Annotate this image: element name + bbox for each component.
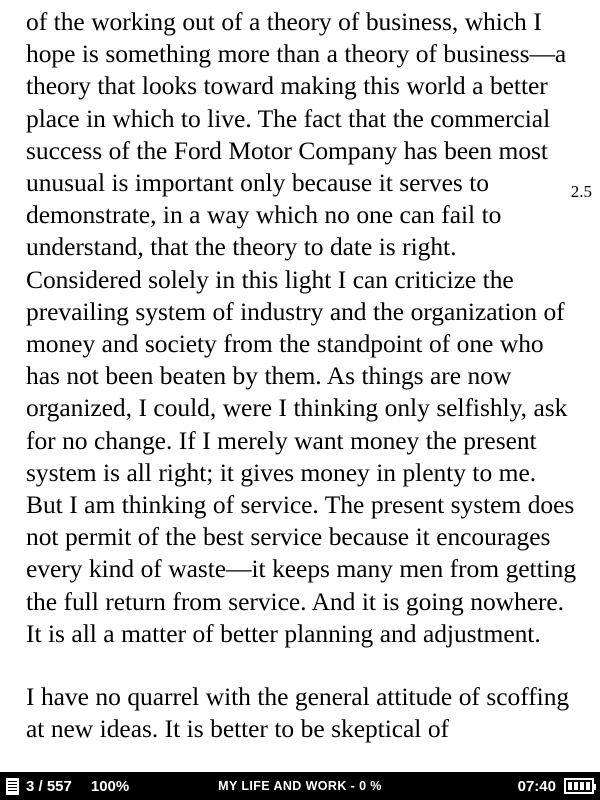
document-icon: [6, 778, 19, 795]
status-bar: [0, 772, 600, 800]
clock: 07:40: [517, 777, 556, 795]
status-right-group: [518, 778, 596, 795]
status-left-group: [4, 778, 129, 795]
battery-icon: [564, 778, 594, 794]
paragraph: of the working out of a theory of business, which I hope is something more than a theory of business—a theory that looks toward making this world a better place in which to live. The fact that the commercial success of the Ford Motor Company has been most unusual is important only because it serves to demonstrate, in a way which no one can fail to understand, that the theory to date is right. Considered solely in this light I can criticize the prevailing system of industry and the organization of money and society from the standpoint of one who has not been beaten by them. As things are now organized, I could, were I thinking only selfishly, ask for no change. If I merely want money the present system is all right; it gives money in plenty to me. But I am thinking of service. The present system does not permit of the best service because it encourages every kind of waste—it keeps many men from getting the full return from service. And it is going nowhere. It is all a matter of better planning and adjustment.: [26, 7, 577, 648]
paragraph: I have no quarrel with the general attitude of scoffing at new ideas. It is better to be skeptical of: [26, 682, 570, 744]
zoom-level[interactable]: 100%: [90, 777, 130, 795]
page-indicator[interactable]: 3 / 557: [26, 777, 72, 795]
book-title: MY LIFE AND WORK - 0 %: [218, 779, 382, 793]
margin-note: 2.5: [570, 182, 592, 201]
